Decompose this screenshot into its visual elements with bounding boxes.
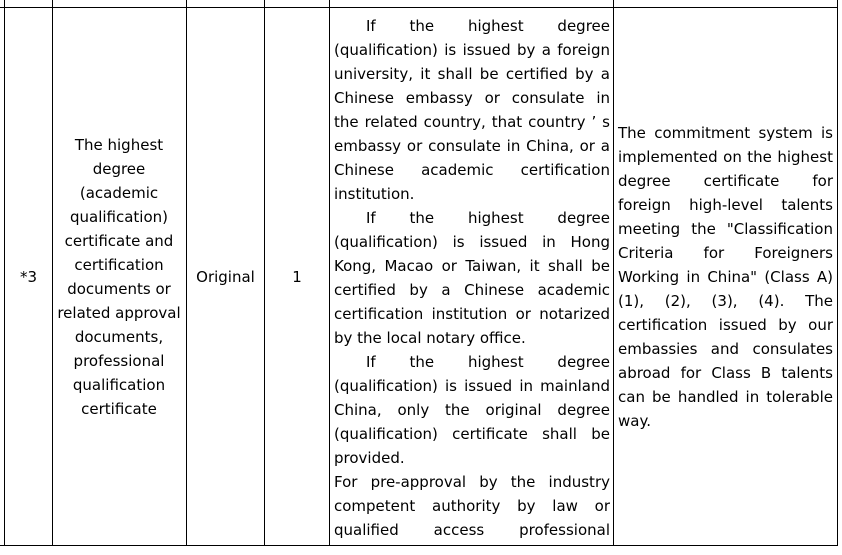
requirement-pre-approval: For pre-approval by the industry competent authority by law or qualified access professional bbox=[334, 473, 610, 539]
document-name-cell bbox=[57, 8, 181, 545]
copy-type-cell bbox=[187, 8, 264, 545]
column-divider bbox=[329, 0, 330, 546]
quantity: 1 bbox=[292, 267, 302, 286]
requirement-mainland-degree: If the highest degree (qualification) is issued in mainland China, only the original degree (qualification) certificate shall be provided. bbox=[334, 353, 610, 467]
table-bottom-border bbox=[0, 545, 838, 546]
remarks-text: The commitment system is implemented on the highest degree certificate for foreign high-level talents meeting the "Classification Criteria for Foreigners Working in China" (Class A) (1), (2), (3), (4). The certification issued by our embassies and consulates abroad for Class B talents can be handled in tolerable way. bbox=[618, 123, 833, 430]
column-divider bbox=[52, 0, 53, 546]
column-divider bbox=[837, 0, 838, 546]
row-index-cell bbox=[5, 8, 52, 545]
requirement-foreign-degree: If the highest degree (qualification) is issued by a foreign university, it shall be certified by a Chinese embassy or consulate in the related country, that country ’ s embassy or consulate in China, or a Chinese academic certification institution. bbox=[334, 17, 610, 203]
remarks-cell bbox=[618, 8, 833, 545]
quantity-cell bbox=[265, 8, 329, 545]
copy-type: Original bbox=[196, 267, 255, 286]
row-index: *3 bbox=[19, 267, 38, 286]
document-name: The highest degree (academic qualification) certificate and certification documents or related approval documents, professional qualification certificate bbox=[57, 135, 181, 418]
requirements-cell bbox=[334, 14, 610, 542]
requirement-hk-macao-taiwan-degree: If the highest degree (qualification) is issued in Hong Kong, Macao or Taiwan, it shall be certified by a Chinese academic certification institution or notarized by the local notary office. bbox=[334, 209, 610, 347]
column-divider bbox=[613, 0, 614, 546]
